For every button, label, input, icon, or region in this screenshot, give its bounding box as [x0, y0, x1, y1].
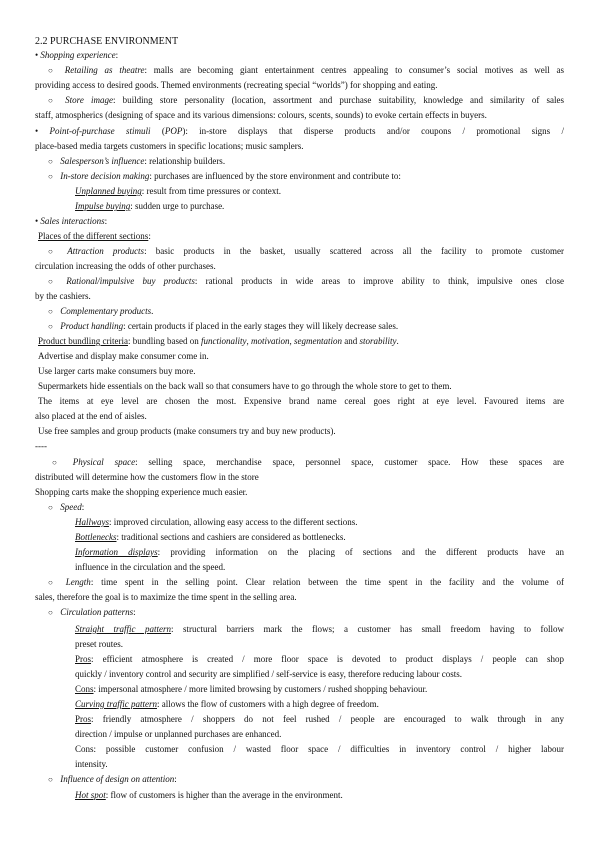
retailing-theatre-line1: ○ Retailing as theatre: malls are becoming giant entertainment centres appealing to consumer’s social motives as well as [48, 65, 565, 75]
circulation-patterns-heading: ○ Circulation patterns: [48, 607, 136, 617]
instore-decision-making: ○ In-store decision making: purchases are influenced by the store environment and contribute to: [48, 171, 401, 181]
shopping-carts-line: Shopping carts make the shopping experience much easier. [35, 487, 248, 497]
length-line1: ○ Length: time spent in the selling point. Clear relation between the time spent in the facility and the volume of [48, 577, 565, 587]
advertise-line: Advertise and display make consumer come in. [38, 351, 209, 361]
complementary-products: ○ Complementary products. [48, 306, 154, 316]
pop-line2: place-based media targets customers in specific locations; music samplers. [35, 141, 304, 151]
pros2-line2: direction / impulse or unplanned purchases are enhanced. [75, 729, 282, 739]
product-handling: ○ Product handling: certain products if placed in the early stages they will likely decrease sales. [48, 321, 399, 331]
attraction-products-line2: circulation increasing the odds of other purchases. [35, 261, 216, 271]
places-heading: Places of the different sections: [38, 231, 151, 241]
section-title: 2.2 PURCHASE ENVIRONMENT [35, 36, 179, 47]
rational-impulsive-line2: by the cashiers. [35, 291, 91, 301]
shopping-experience-heading: • Shopping experience: [35, 50, 119, 60]
bottlenecks-line: Bottlenecks: traditional sections and cashiers are considered as bottlenecks. [75, 532, 346, 542]
product-bundling-criteria: Product bundling criteria: bundling based on functionality, motivation, segmentation and storability. [38, 336, 399, 346]
straight-pattern-line2: preset routes. [75, 639, 123, 649]
physical-space-line1: ○ Physical space: selling space, merchandise space, personnel space, customer space. How these spaces are [52, 457, 564, 467]
pros2-line1: Pros: friendly atmosphere / shoppers do not feel rushed / people are encouraged to walk through in any [75, 714, 564, 724]
curving-pattern-line: Curving traffic pattern: allows the flow of customers with a high degree of freedom. [75, 699, 379, 709]
pros1-line1: Pros: efficient atmosphere is created / more floor space is devoted to product displays / people can shop [75, 654, 564, 664]
sales-interactions-heading: • Sales interactions: [35, 216, 108, 226]
free-samples-line: Use free samples and group products (make consumers try and buy new products). [38, 426, 336, 436]
impulse-buying: Impulse buying: sudden urge to purchase. [75, 201, 225, 211]
pros1-line2: quickly / inventory control and security are simplified / self-service is easy, therefore reducing labour costs. [75, 669, 463, 679]
pop-line1: • Point-of-purchase stimuli (POP): in-store displays that disperse products and/or coupons / promotional signs / [35, 126, 565, 136]
hallways-line: Hallways: improved circulation, allowing easy access to the different sections. [75, 517, 358, 527]
speed-heading: ○ Speed: [48, 502, 85, 512]
eye-level-line1: The items at eye level are chosen the most. Expensive brand name cereal goes right at eye level. Favoured items are [38, 396, 564, 406]
hot-spot-line: Hot spot: flow of customers is higher than the average in the environment. [75, 790, 343, 800]
salesperson-influence: ○ Salesperson’s influence: relationship builders. [48, 156, 226, 166]
rational-impulsive-line1: ○ Rational/impulsive buy products: rational products in wide areas to improve ability to think, impulsive ones close [48, 276, 564, 286]
information-displays-line2: influence in the circulation and the speed. [75, 562, 226, 572]
physical-space-line2: distributed will determine how the customers flow in the store [35, 472, 259, 482]
unplanned-buying: Unplanned buying: result from time pressures or context. [75, 186, 281, 196]
separator-dashes: ---- [35, 441, 47, 451]
length-line2: sales, therefore the goal is to maximize the time spent in the selling area. [35, 592, 297, 602]
cons2-line2: intensity. [75, 759, 108, 769]
store-image-line1: ○ Store image: building store personality (location, assortment and purchase suitability, knowledge and similarity of sales [48, 95, 564, 105]
eye-level-line2: also placed at the end of aisles. [35, 411, 147, 421]
cons2-line1: Cons: possible customer confusion / wasted floor space / difficulties in inventory control / higher labour [75, 744, 564, 754]
information-displays-line1: Information displays: providing information on the placing of sections and the different products have an [75, 547, 564, 557]
store-image-line2: staff, atmospherics (designing of space and its various dimensions: colours, scents, sounds) to evoke certain effects in buyers. [35, 110, 487, 120]
supermarkets-line: Supermarkets hide essentials on the back wall so that consumers have to go through the whole store to get to them. [38, 381, 452, 391]
cons1-line: Cons: impersonal atmosphere / more limited browsing by customers / rushed shopping behaviour. [75, 684, 428, 694]
straight-pattern-line1: Straight traffic pattern: structural barriers mark the flows; a customer has small freedom having to follow [75, 624, 564, 634]
retailing-theatre-line2: providing access to desired goods. Themed environments (recreating special “worlds”) for shopping and eating. [35, 80, 438, 90]
influence-design-heading: ○ Influence of design on attention: [48, 774, 177, 784]
attraction-products-line1: ○ Attraction products: basic products in the basket, usually scattered across all the facility to promote customer [48, 246, 565, 256]
larger-carts-line: Use larger carts make consumers buy more. [38, 366, 196, 376]
